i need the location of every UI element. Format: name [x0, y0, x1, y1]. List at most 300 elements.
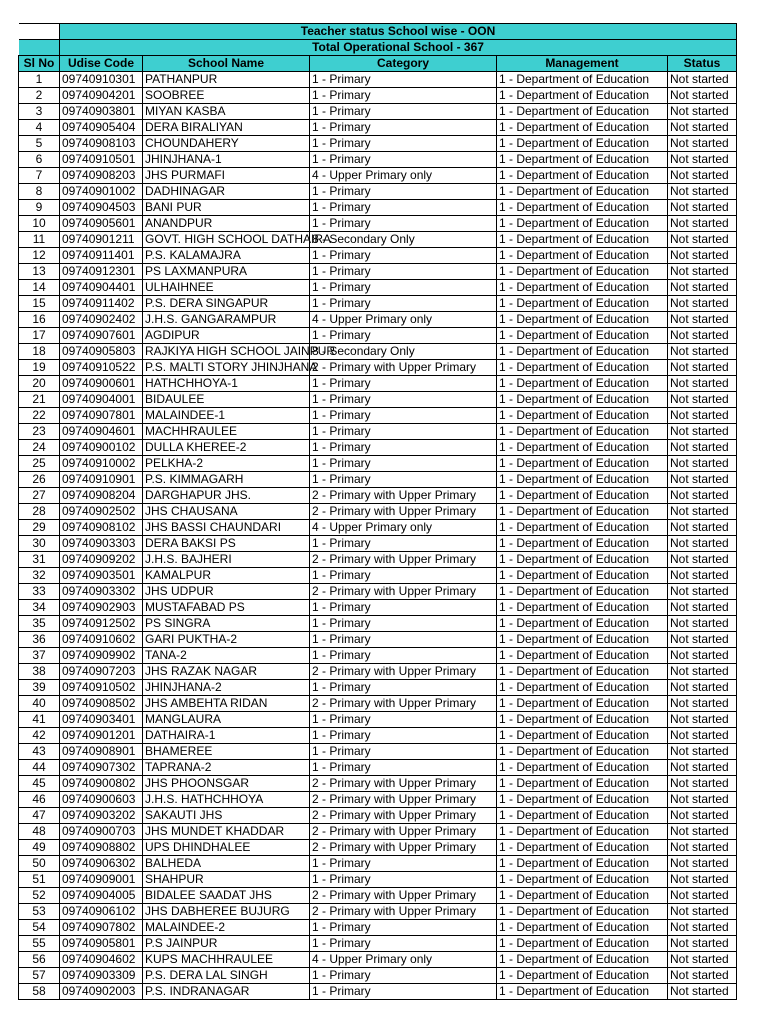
- cell-status: Not started: [668, 504, 737, 520]
- table-row: [19, 392, 737, 408]
- table-row: [19, 648, 737, 664]
- table-row: [19, 344, 737, 360]
- cell-sl-no: 58: [19, 984, 60, 1000]
- cell-school-name: CHOUNDAHERY: [143, 136, 310, 152]
- cell-school-name: DERA BAKSI PS: [143, 536, 310, 552]
- cell-category: 2 - Primary with Upper Primary: [310, 904, 497, 920]
- cell-udise-code: 09740908103: [60, 136, 143, 152]
- title-row-1: [19, 24, 737, 40]
- cell-udise-code: 09740910002: [60, 456, 143, 472]
- cell-school-name: J.H.S. BAJHERI: [143, 552, 310, 568]
- table-row: [19, 600, 737, 616]
- cell-management: 1 - Department of Education: [497, 856, 668, 872]
- cell-management: 1 - Department of Education: [497, 936, 668, 952]
- cell-category: 4 - Upper Primary only: [310, 952, 497, 968]
- table-row: [19, 696, 737, 712]
- cell-sl-no: 10: [19, 216, 60, 232]
- cell-category: 2 - Primary with Upper Primary: [310, 888, 497, 904]
- cell-sl-no: 54: [19, 920, 60, 936]
- cell-school-name: HATHCHHOYA-1: [143, 376, 310, 392]
- cell-status: Not started: [668, 920, 737, 936]
- cell-school-name: DERA BIRALIYAN: [143, 120, 310, 136]
- cell-status: Not started: [668, 552, 737, 568]
- cell-status: Not started: [668, 648, 737, 664]
- cell-sl-no: 52: [19, 888, 60, 904]
- cell-status: Not started: [668, 744, 737, 760]
- report-subtitle: Total Operational School - 367: [60, 40, 737, 56]
- cell-school-name: P.S JAINPUR: [143, 936, 310, 952]
- cell-management: 1 - Department of Education: [497, 984, 668, 1000]
- cell-udise-code: 09740910301: [60, 72, 143, 88]
- cell-status: Not started: [668, 248, 737, 264]
- cell-sl-no: 40: [19, 696, 60, 712]
- title-row-2: [19, 40, 737, 56]
- cell-management: 1 - Department of Education: [497, 184, 668, 200]
- cell-category: 1 - Primary: [310, 568, 497, 584]
- cell-management: 1 - Department of Education: [497, 120, 668, 136]
- table-row: [19, 856, 737, 872]
- cell-sl-no: 24: [19, 440, 60, 456]
- cell-school-name: P.S. MALTI STORY JHINJHANA: [143, 360, 310, 376]
- cell-sl-no: 31: [19, 552, 60, 568]
- cell-sl-no: 36: [19, 632, 60, 648]
- cell-category: 2 - Primary with Upper Primary: [310, 552, 497, 568]
- cell-udise-code: 09740908102: [60, 520, 143, 536]
- table-row: [19, 120, 737, 136]
- cell-sl-no: 46: [19, 792, 60, 808]
- cell-management: 1 - Department of Education: [497, 760, 668, 776]
- table-row: [19, 488, 737, 504]
- cell-school-name: MALAINDEE-2: [143, 920, 310, 936]
- cell-management: 1 - Department of Education: [497, 568, 668, 584]
- cell-udise-code: 09740900703: [60, 824, 143, 840]
- cell-school-name: P.S. INDRANAGAR: [143, 984, 310, 1000]
- cell-category: 1 - Primary: [310, 296, 497, 312]
- cell-status: Not started: [668, 536, 737, 552]
- table-row: [19, 88, 737, 104]
- cell-status: Not started: [668, 152, 737, 168]
- cell-sl-no: 5: [19, 136, 60, 152]
- cell-category: 2 - Primary with Upper Primary: [310, 504, 497, 520]
- cell-management: 1 - Department of Education: [497, 280, 668, 296]
- cell-udise-code: 09740906302: [60, 856, 143, 872]
- cell-udise-code: 09740907801: [60, 408, 143, 424]
- cell-udise-code: 09740901002: [60, 184, 143, 200]
- table-row: [19, 808, 737, 824]
- cell-category: 1 - Primary: [310, 136, 497, 152]
- table-row: [19, 536, 737, 552]
- cell-category: 1 - Primary: [310, 408, 497, 424]
- cell-category: 1 - Primary: [310, 744, 497, 760]
- cell-udise-code: 09740910602: [60, 632, 143, 648]
- cell-management: 1 - Department of Education: [497, 216, 668, 232]
- table-row: [19, 936, 737, 952]
- cell-udise-code: 09740910501: [60, 152, 143, 168]
- cell-status: Not started: [668, 488, 737, 504]
- cell-school-name: ULHAIHNEE: [143, 280, 310, 296]
- cell-management: 1 - Department of Education: [497, 872, 668, 888]
- cell-sl-no: 21: [19, 392, 60, 408]
- cell-school-name: MANGLAURA: [143, 712, 310, 728]
- cell-udise-code: 09740909902: [60, 648, 143, 664]
- cell-sl-no: 30: [19, 536, 60, 552]
- school-status-table: [18, 23, 737, 1000]
- cell-udise-code: 09740907203: [60, 664, 143, 680]
- cell-category: 1 - Primary: [310, 920, 497, 936]
- table-row: [19, 712, 737, 728]
- cell-udise-code: 09740902502: [60, 504, 143, 520]
- cell-school-name: KAMALPUR: [143, 568, 310, 584]
- cell-management: 1 - Department of Education: [497, 824, 668, 840]
- cell-category: 2 - Primary with Upper Primary: [310, 840, 497, 856]
- cell-category: 1 - Primary: [310, 264, 497, 280]
- cell-school-name: J.H.S. GANGARAMPUR: [143, 312, 310, 328]
- cell-management: 1 - Department of Education: [497, 584, 668, 600]
- cell-sl-no: 13: [19, 264, 60, 280]
- cell-management: 1 - Department of Education: [497, 632, 668, 648]
- cell-sl-no: 56: [19, 952, 60, 968]
- table-row: [19, 904, 737, 920]
- cell-school-name: P.S. KIMMAGARH: [143, 472, 310, 488]
- cell-management: 1 - Department of Education: [497, 680, 668, 696]
- cell-category: 2 - Primary with Upper Primary: [310, 584, 497, 600]
- cell-school-name: TANA-2: [143, 648, 310, 664]
- corner-cell: [19, 24, 60, 40]
- cell-category: 1 - Primary: [310, 376, 497, 392]
- cell-status: Not started: [668, 264, 737, 280]
- cell-status: Not started: [668, 312, 737, 328]
- cell-status: Not started: [668, 728, 737, 744]
- cell-sl-no: 38: [19, 664, 60, 680]
- cell-status: Not started: [668, 888, 737, 904]
- cell-management: 1 - Department of Education: [497, 440, 668, 456]
- cell-udise-code: 09740907601: [60, 328, 143, 344]
- cell-school-name: BHAMEREE: [143, 744, 310, 760]
- cell-school-name: JHS MUNDET KHADDAR: [143, 824, 310, 840]
- cell-management: 1 - Department of Education: [497, 552, 668, 568]
- table-row: [19, 168, 737, 184]
- cell-udise-code: 09740904401: [60, 280, 143, 296]
- table-row: [19, 984, 737, 1000]
- cell-management: 1 - Department of Education: [497, 744, 668, 760]
- cell-school-name: PELKHA-2: [143, 456, 310, 472]
- cell-category: 2 - Primary with Upper Primary: [310, 664, 497, 680]
- cell-udise-code: 09740901211: [60, 232, 143, 248]
- cell-management: 1 - Department of Education: [497, 152, 668, 168]
- table-row: [19, 952, 737, 968]
- cell-udise-code: 09740903303: [60, 536, 143, 552]
- cell-management: 1 - Department of Education: [497, 504, 668, 520]
- cell-school-name: JHS AMBEHTA RIDAN: [143, 696, 310, 712]
- cell-school-name: J.H.S. HATHCHHOYA: [143, 792, 310, 808]
- table-row: [19, 872, 737, 888]
- cell-status: Not started: [668, 296, 737, 312]
- cell-school-name: JHS PURMAFI: [143, 168, 310, 184]
- cell-sl-no: 16: [19, 312, 60, 328]
- cell-school-name: UPS DHINDHALEE: [143, 840, 310, 856]
- cell-sl-no: 39: [19, 680, 60, 696]
- spreadsheet: [18, 23, 736, 1000]
- cell-status: Not started: [668, 104, 737, 120]
- cell-management: 1 - Department of Education: [497, 168, 668, 184]
- cell-category: 1 - Primary: [310, 424, 497, 440]
- table-row: [19, 632, 737, 648]
- cell-management: 1 - Department of Education: [497, 888, 668, 904]
- cell-status: Not started: [668, 568, 737, 584]
- cell-management: 1 - Department of Education: [497, 808, 668, 824]
- cell-category: 1 - Primary: [310, 600, 497, 616]
- cell-status: Not started: [668, 472, 737, 488]
- cell-management: 1 - Department of Education: [497, 792, 668, 808]
- col-header-school-name: School Name: [143, 56, 310, 72]
- cell-category: 2 - Primary with Upper Primary: [310, 824, 497, 840]
- cell-management: 1 - Department of Education: [497, 776, 668, 792]
- cell-school-name: BIDALEE SAADAT JHS: [143, 888, 310, 904]
- cell-sl-no: 20: [19, 376, 60, 392]
- cell-sl-no: 55: [19, 936, 60, 952]
- cell-status: Not started: [668, 280, 737, 296]
- cell-category: 1 - Primary: [310, 456, 497, 472]
- cell-management: 1 - Department of Education: [497, 88, 668, 104]
- cell-management: 1 - Department of Education: [497, 200, 668, 216]
- table-row: [19, 232, 737, 248]
- cell-status: Not started: [668, 200, 737, 216]
- cell-management: 1 - Department of Education: [497, 264, 668, 280]
- cell-sl-no: 17: [19, 328, 60, 344]
- table-row: [19, 664, 737, 680]
- cell-status: Not started: [668, 72, 737, 88]
- table-row: [19, 456, 737, 472]
- cell-udise-code: 09740911401: [60, 248, 143, 264]
- cell-sl-no: 7: [19, 168, 60, 184]
- cell-udise-code: 09740912502: [60, 616, 143, 632]
- cell-sl-no: 1: [19, 72, 60, 88]
- cell-category: 8 - Secondary Only: [310, 344, 497, 360]
- cell-school-name: P.S. KALAMAJRA: [143, 248, 310, 264]
- cell-status: Not started: [668, 632, 737, 648]
- cell-sl-no: 14: [19, 280, 60, 296]
- cell-school-name: GARI PUKTHA-2: [143, 632, 310, 648]
- table-row: [19, 424, 737, 440]
- cell-sl-no: 51: [19, 872, 60, 888]
- table-row: [19, 920, 737, 936]
- cell-school-name: TAPRANA-2: [143, 760, 310, 776]
- table-row: [19, 184, 737, 200]
- cell-udise-code: 09740904602: [60, 952, 143, 968]
- cell-sl-no: 11: [19, 232, 60, 248]
- cell-udise-code: 09740904001: [60, 392, 143, 408]
- cell-sl-no: 22: [19, 408, 60, 424]
- cell-status: Not started: [668, 584, 737, 600]
- cell-school-name: ANANDPUR: [143, 216, 310, 232]
- cell-status: Not started: [668, 680, 737, 696]
- cell-school-name: JHS UDPUR: [143, 584, 310, 600]
- cell-school-name: JHS DABHEREE BUJURG: [143, 904, 310, 920]
- table-row: [19, 440, 737, 456]
- cell-status: Not started: [668, 712, 737, 728]
- cell-sl-no: 49: [19, 840, 60, 856]
- cell-school-name: MALAINDEE-1: [143, 408, 310, 424]
- cell-udise-code: 09740902903: [60, 600, 143, 616]
- cell-status: Not started: [668, 872, 737, 888]
- cell-sl-no: 48: [19, 824, 60, 840]
- cell-school-name: SHAHPUR: [143, 872, 310, 888]
- cell-status: Not started: [668, 600, 737, 616]
- cell-udise-code: 09740910502: [60, 680, 143, 696]
- cell-management: 1 - Department of Education: [497, 248, 668, 264]
- cell-udise-code: 09740905801: [60, 936, 143, 952]
- cell-status: Not started: [668, 936, 737, 952]
- cell-school-name: JHS CHAUSANA: [143, 504, 310, 520]
- cell-status: Not started: [668, 696, 737, 712]
- cell-status: Not started: [668, 968, 737, 984]
- cell-management: 1 - Department of Education: [497, 920, 668, 936]
- cell-udise-code: 09740900601: [60, 376, 143, 392]
- table-row: [19, 744, 737, 760]
- cell-sl-no: 34: [19, 600, 60, 616]
- cell-school-name: DARGHAPUR JHS.: [143, 488, 310, 504]
- cell-status: Not started: [668, 520, 737, 536]
- cell-school-name: MIYAN KASBA: [143, 104, 310, 120]
- cell-sl-no: 4: [19, 120, 60, 136]
- cell-management: 1 - Department of Education: [497, 312, 668, 328]
- cell-management: 1 - Department of Education: [497, 648, 668, 664]
- table-row: [19, 104, 737, 120]
- cell-udise-code: 09740908203: [60, 168, 143, 184]
- cell-status: Not started: [668, 136, 737, 152]
- cell-category: 1 - Primary: [310, 328, 497, 344]
- cell-udise-code: 09740901201: [60, 728, 143, 744]
- cell-status: Not started: [668, 376, 737, 392]
- cell-status: Not started: [668, 392, 737, 408]
- cell-udise-code: 09740903302: [60, 584, 143, 600]
- cell-management: 1 - Department of Education: [497, 840, 668, 856]
- cell-udise-code: 09740902402: [60, 312, 143, 328]
- report-title: Teacher status School wise - OON: [60, 24, 737, 40]
- cell-udise-code: 09740904601: [60, 424, 143, 440]
- cell-udise-code: 09740908901: [60, 744, 143, 760]
- cell-sl-no: 57: [19, 968, 60, 984]
- cell-sl-no: 6: [19, 152, 60, 168]
- cell-status: Not started: [668, 408, 737, 424]
- table-row: [19, 376, 737, 392]
- cell-category: 1 - Primary: [310, 216, 497, 232]
- cell-status: Not started: [668, 168, 737, 184]
- table-row: [19, 312, 737, 328]
- cell-status: Not started: [668, 328, 737, 344]
- table-row: [19, 568, 737, 584]
- cell-category: 1 - Primary: [310, 712, 497, 728]
- cell-status: Not started: [668, 440, 737, 456]
- cell-school-name: GOVT. HIGH SCHOOL DATHAIRA: [143, 232, 310, 248]
- cell-udise-code: 09740912301: [60, 264, 143, 280]
- col-header-status: Status: [668, 56, 737, 72]
- cell-udise-code: 09740905601: [60, 216, 143, 232]
- cell-category: 1 - Primary: [310, 616, 497, 632]
- cell-status: Not started: [668, 840, 737, 856]
- cell-management: 1 - Department of Education: [497, 232, 668, 248]
- cell-status: Not started: [668, 952, 737, 968]
- cell-management: 1 - Department of Education: [497, 328, 668, 344]
- cell-category: 4 - Upper Primary only: [310, 520, 497, 536]
- table-row: [19, 264, 737, 280]
- cell-school-name: MACHHRAULEE: [143, 424, 310, 440]
- cell-sl-no: 19: [19, 360, 60, 376]
- cell-category: 1 - Primary: [310, 184, 497, 200]
- cell-status: Not started: [668, 232, 737, 248]
- cell-category: 1 - Primary: [310, 280, 497, 296]
- cell-udise-code: 09740909001: [60, 872, 143, 888]
- cell-sl-no: 28: [19, 504, 60, 520]
- cell-category: 4 - Upper Primary only: [310, 168, 497, 184]
- cell-school-name: SAKAUTI JHS: [143, 808, 310, 824]
- cell-sl-no: 33: [19, 584, 60, 600]
- table-row: [19, 824, 737, 840]
- table-row: [19, 328, 737, 344]
- cell-status: Not started: [668, 120, 737, 136]
- table-row: [19, 472, 737, 488]
- cell-status: Not started: [668, 760, 737, 776]
- cell-category: 1 - Primary: [310, 104, 497, 120]
- cell-school-name: SOOBREE: [143, 88, 310, 104]
- table-row: [19, 296, 737, 312]
- table-row: [19, 72, 737, 88]
- cell-sl-no: 15: [19, 296, 60, 312]
- cell-school-name: BALHEDA: [143, 856, 310, 872]
- cell-category: 1 - Primary: [310, 968, 497, 984]
- cell-category: 1 - Primary: [310, 648, 497, 664]
- cell-udise-code: 09740908204: [60, 488, 143, 504]
- cell-category: 2 - Primary with Upper Primary: [310, 488, 497, 504]
- cell-category: 1 - Primary: [310, 120, 497, 136]
- table-row: [19, 760, 737, 776]
- cell-sl-no: 9: [19, 200, 60, 216]
- cell-category: 8 - Secondary Only: [310, 232, 497, 248]
- cell-sl-no: 2: [19, 88, 60, 104]
- cell-management: 1 - Department of Education: [497, 600, 668, 616]
- table-row: [19, 280, 737, 296]
- cell-school-name: RAJKIYA HIGH SCHOOL JAINPUR: [143, 344, 310, 360]
- cell-udise-code: 09740908502: [60, 696, 143, 712]
- cell-sl-no: 25: [19, 456, 60, 472]
- cell-udise-code: 09740907302: [60, 760, 143, 776]
- cell-sl-no: 27: [19, 488, 60, 504]
- cell-sl-no: 53: [19, 904, 60, 920]
- cell-status: Not started: [668, 88, 737, 104]
- cell-sl-no: 12: [19, 248, 60, 264]
- cell-status: Not started: [668, 984, 737, 1000]
- cell-management: 1 - Department of Education: [497, 712, 668, 728]
- cell-school-name: BIDAULEE: [143, 392, 310, 408]
- cell-school-name: PATHANPUR: [143, 72, 310, 88]
- corner-cell: [19, 40, 60, 56]
- cell-sl-no: 29: [19, 520, 60, 536]
- cell-category: 1 - Primary: [310, 872, 497, 888]
- cell-sl-no: 23: [19, 424, 60, 440]
- cell-udise-code: 09740900603: [60, 792, 143, 808]
- cell-status: Not started: [668, 776, 737, 792]
- cell-school-name: DULLA KHEREE-2: [143, 440, 310, 456]
- cell-udise-code: 09740907802: [60, 920, 143, 936]
- cell-school-name: P.S. DERA LAL SINGH: [143, 968, 310, 984]
- cell-school-name: AGDIPUR: [143, 328, 310, 344]
- col-header-category: Category: [310, 56, 497, 72]
- table-row: [19, 968, 737, 984]
- cell-sl-no: 35: [19, 616, 60, 632]
- cell-udise-code: 09740900102: [60, 440, 143, 456]
- cell-status: Not started: [668, 616, 737, 632]
- cell-category: 1 - Primary: [310, 392, 497, 408]
